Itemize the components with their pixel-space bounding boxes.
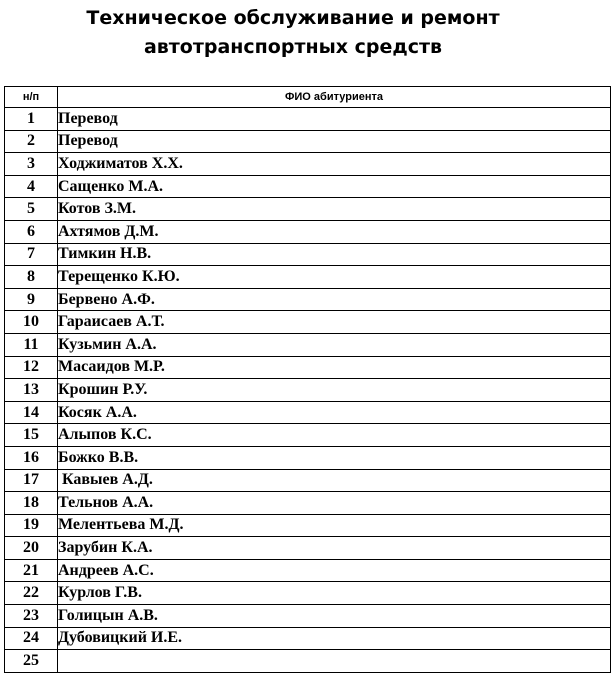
table-row — [5, 492, 611, 515]
applicant-name: Бервено А.Ф. — [58, 288, 611, 311]
row-number: 9 — [5, 288, 58, 311]
applicant-name — [58, 650, 611, 673]
table-row — [5, 311, 611, 334]
applicant-name: Мелентьева М.Д. — [58, 514, 611, 537]
applicant-name: Ахтямов Д.М. — [58, 220, 611, 243]
row-number: 19 — [5, 514, 58, 537]
row-number: 22 — [5, 582, 58, 605]
row-number: 11 — [5, 333, 58, 356]
table-row — [5, 288, 611, 311]
applicant-name: Курлов Г.В. — [58, 582, 611, 605]
applicant-name: Перевод — [58, 108, 611, 131]
row-number: 12 — [5, 356, 58, 379]
table-row — [5, 108, 611, 131]
applicant-name: Тимкин Н.В. — [58, 243, 611, 266]
table-row — [5, 401, 611, 424]
table-body — [5, 108, 611, 673]
table-row — [5, 356, 611, 379]
table-row — [5, 537, 611, 560]
row-number: 1 — [5, 108, 58, 131]
title-line-1: Техническое обслуживание и ремонт — [86, 7, 500, 29]
header-number: н/п — [5, 87, 58, 108]
applicant-name: Кузьмин А.А. — [58, 333, 611, 356]
table-row — [5, 266, 611, 289]
row-number: 3 — [5, 153, 58, 176]
applicant-name: Косяк А.А. — [58, 401, 611, 424]
row-number: 21 — [5, 559, 58, 582]
row-number: 13 — [5, 379, 58, 402]
applicant-name: Масаидов М.Р. — [58, 356, 611, 379]
table-header-row — [5, 87, 611, 108]
row-number: 8 — [5, 266, 58, 289]
row-number: 18 — [5, 492, 58, 515]
table-row — [5, 333, 611, 356]
applicant-name: Божко В.В. — [58, 446, 611, 469]
table-row — [5, 220, 611, 243]
applicant-name: Котов З.М. — [58, 198, 611, 221]
row-number: 17 — [5, 469, 58, 492]
table-row — [5, 446, 611, 469]
table-row — [5, 153, 611, 176]
row-number: 23 — [5, 605, 58, 628]
row-number: 24 — [5, 627, 58, 650]
row-number: 16 — [5, 446, 58, 469]
applicant-name: Алыпов К.С. — [58, 424, 611, 447]
table-row — [5, 582, 611, 605]
applicant-name: Тельнов А.А. — [58, 492, 611, 515]
applicants-table — [4, 86, 611, 673]
applicant-name: Ходжиматов Х.Х. — [58, 153, 611, 176]
row-number: 14 — [5, 401, 58, 424]
table-row — [5, 198, 611, 221]
table-row — [5, 650, 611, 673]
row-number: 4 — [5, 175, 58, 198]
row-number: 15 — [5, 424, 58, 447]
row-number: 2 — [5, 130, 58, 153]
table-row — [5, 469, 611, 492]
applicant-name: Терещенко К.Ю. — [58, 266, 611, 289]
row-number: 25 — [5, 650, 58, 673]
table-row — [5, 243, 611, 266]
applicant-name: Крошин Р.У. — [58, 379, 611, 402]
table-row — [5, 379, 611, 402]
applicant-name: Гараисаев А.Т. — [58, 311, 611, 334]
applicant-name: Дубовицкий И.Е. — [58, 627, 611, 650]
table-row — [5, 175, 611, 198]
applicant-name: Кавыев А.Д. — [58, 469, 611, 492]
document-title — [0, 4, 586, 62]
table-row — [5, 514, 611, 537]
applicant-name: Голицын А.В. — [58, 605, 611, 628]
row-number: 10 — [5, 311, 58, 334]
table-row — [5, 605, 611, 628]
applicant-name: Сащенко М.А. — [58, 175, 611, 198]
row-number: 20 — [5, 537, 58, 560]
applicant-name: Зарубин К.А. — [58, 537, 611, 560]
title-line-2: автотранспортных средств — [143, 36, 443, 58]
table-row — [5, 130, 611, 153]
table-row — [5, 424, 611, 447]
header-name: ФИО абитуриента — [58, 87, 611, 108]
table-row — [5, 627, 611, 650]
row-number: 6 — [5, 220, 58, 243]
applicant-name: Андреев А.С. — [58, 559, 611, 582]
row-number: 7 — [5, 243, 58, 266]
row-number: 5 — [5, 198, 58, 221]
table-row — [5, 559, 611, 582]
applicant-name: Перевод — [58, 130, 611, 153]
